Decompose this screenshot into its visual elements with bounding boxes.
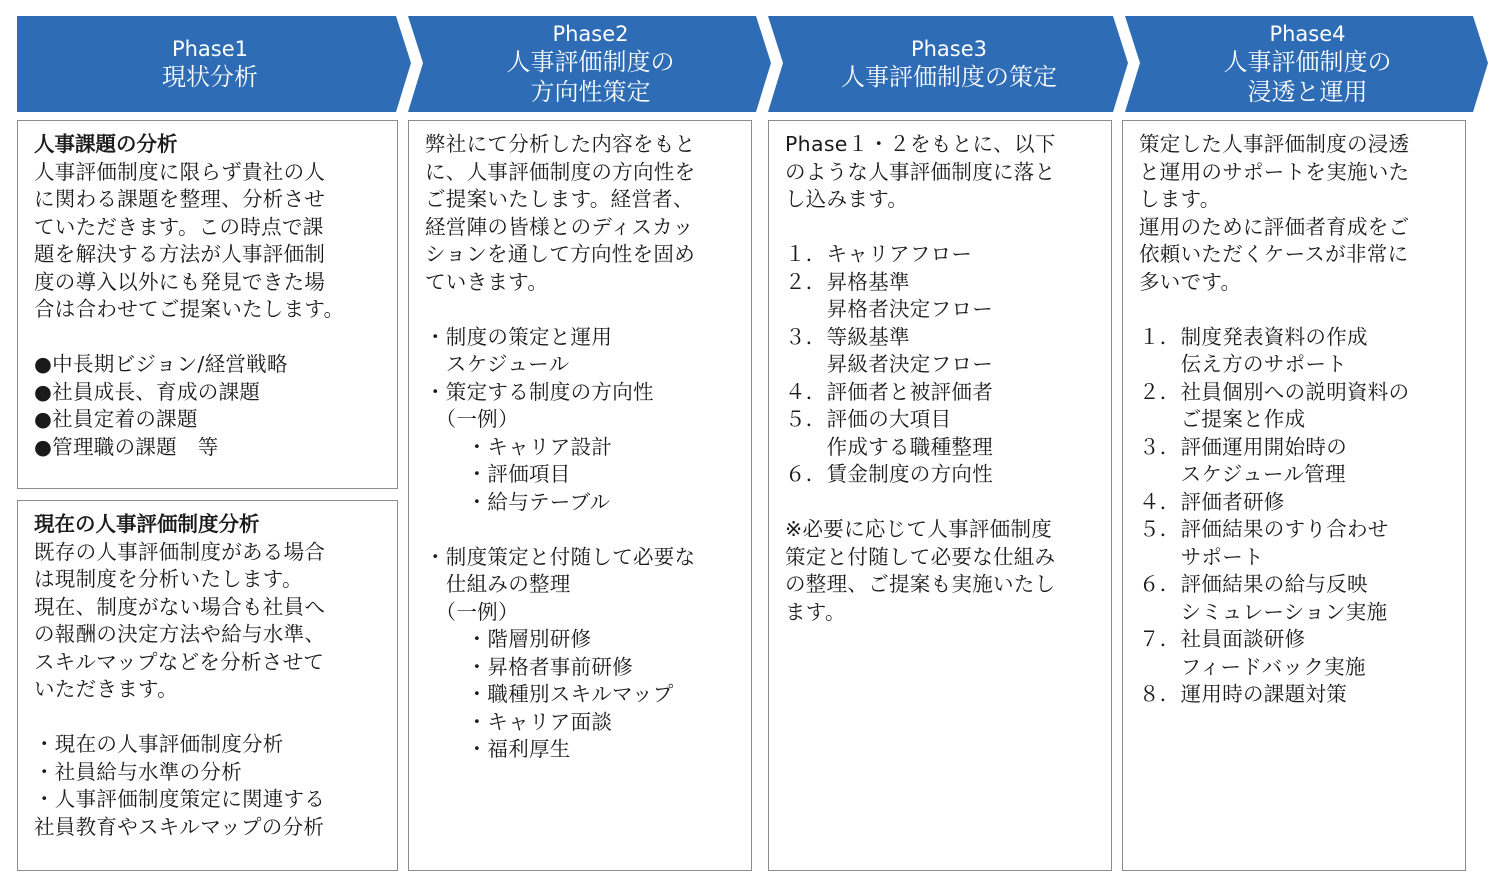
phase4-number: Phase4	[1269, 22, 1346, 46]
phase4-content-box	[1122, 120, 1466, 871]
phase3-label	[778, 16, 1120, 112]
phase3-number: Phase3	[910, 37, 988, 61]
phase1-issue-analysis-body: 人事評価制度に限らず貴社の人 に関わる課題を整理、分析させ ていただきます。この時点で課 題を解決する方法が人事評価制 度の導入以外にも発見できた場 合は合わせてご提案いたします。 ●中長期ビジョン/経営戦略 ●社員成長、育成の課題 ●社員定着の課題 ●管理職の課題 等	[34, 159, 345, 459]
phase1-title: 現状分析	[162, 63, 258, 91]
phase1-issue-analysis-box	[17, 120, 398, 489]
phase-chevron-row	[0, 0, 1500, 115]
phase3-content-box	[768, 120, 1112, 871]
phase3-content-body: Phase１・２をもとに、以下 のような人事評価制度に落と し込みます。 １．キャリアフロー ２．昇格基準 昇格者決定フロー ３．等級基準 昇級者決定フロー ４．評価者と被評価者 ５．評価の大項目 作成する職種整理 ６．賃金制度の方向性 ※必要に応じて人事評価制度 策定と付随して必要な仕組み の整理、ご提案も実施いたし ます。	[785, 132, 1056, 624]
phase4-title: 人事評価制度の 浸透と運用	[1223, 48, 1392, 106]
phase1-current-system-box	[17, 500, 398, 871]
phase4-content-body: 策定した人事評価制度の浸透 と運用のサポートを実施いた します。 運用のために評価者育成をご 依頼いただくケースが非常に 多いです。 １．制度発表資料の作成 伝え方のサポート ２．社員個別への説明資料の ご提案と作成 ３．評価運用開始時の スケジュール管理 ４．評価者研修 ５．評価結果のすり合わせ サポート ６．評価結果の給与反映 シミュレーション実施 ７．社員面談研修 フィードバック実施 ８．運用時の課題対策	[1139, 132, 1410, 706]
phase2-content-body: 弊社にて分析した内容をもと に、人事評価制度の方向性を ご提案いたします。経営者、 経営陣の皆様とのディスカッ ションを通して方向性を固め ていきます。 ・制度の策定と運用 スケジュール ・策定する制度の方向性 （一例） ・キャリア設計 ・評価項目 ・給与テーブル ・制度策定と付随して必要な 仕組みの整理 （一例） ・階層別研修 ・昇格者事前研修 ・職種別スキルマップ ・キャリア面談 ・福利厚生	[425, 132, 696, 761]
phase2-title: 人事評価制度の 方向性策定	[506, 48, 675, 106]
phase1-issue-analysis-heading: 人事課題の分析	[34, 132, 178, 156]
phase1-current-system-body: 既存の人事評価制度がある場合 は現制度を分析いたします。 現在、制度がない場合も社員へ の報酬の決定方法や給与水準、 スキルマップなどを分析させて いただきます。 ・現在の人事評価制度分析 ・社員給与水準の分析 ・人事評価制度策定に関連する 社員教育やスキルマップの分析	[34, 539, 326, 839]
phase1-current-system-heading: 現在の人事評価制度分析	[34, 512, 260, 536]
phase1-label	[17, 16, 403, 112]
phase2-number: Phase2	[552, 22, 629, 46]
phase4-label	[1135, 16, 1480, 112]
phase2-content-box	[408, 120, 752, 871]
phase1-number: Phase1	[171, 37, 249, 61]
phase2-label	[418, 16, 763, 112]
phase3-title: 人事評価制度の策定	[841, 63, 1057, 91]
